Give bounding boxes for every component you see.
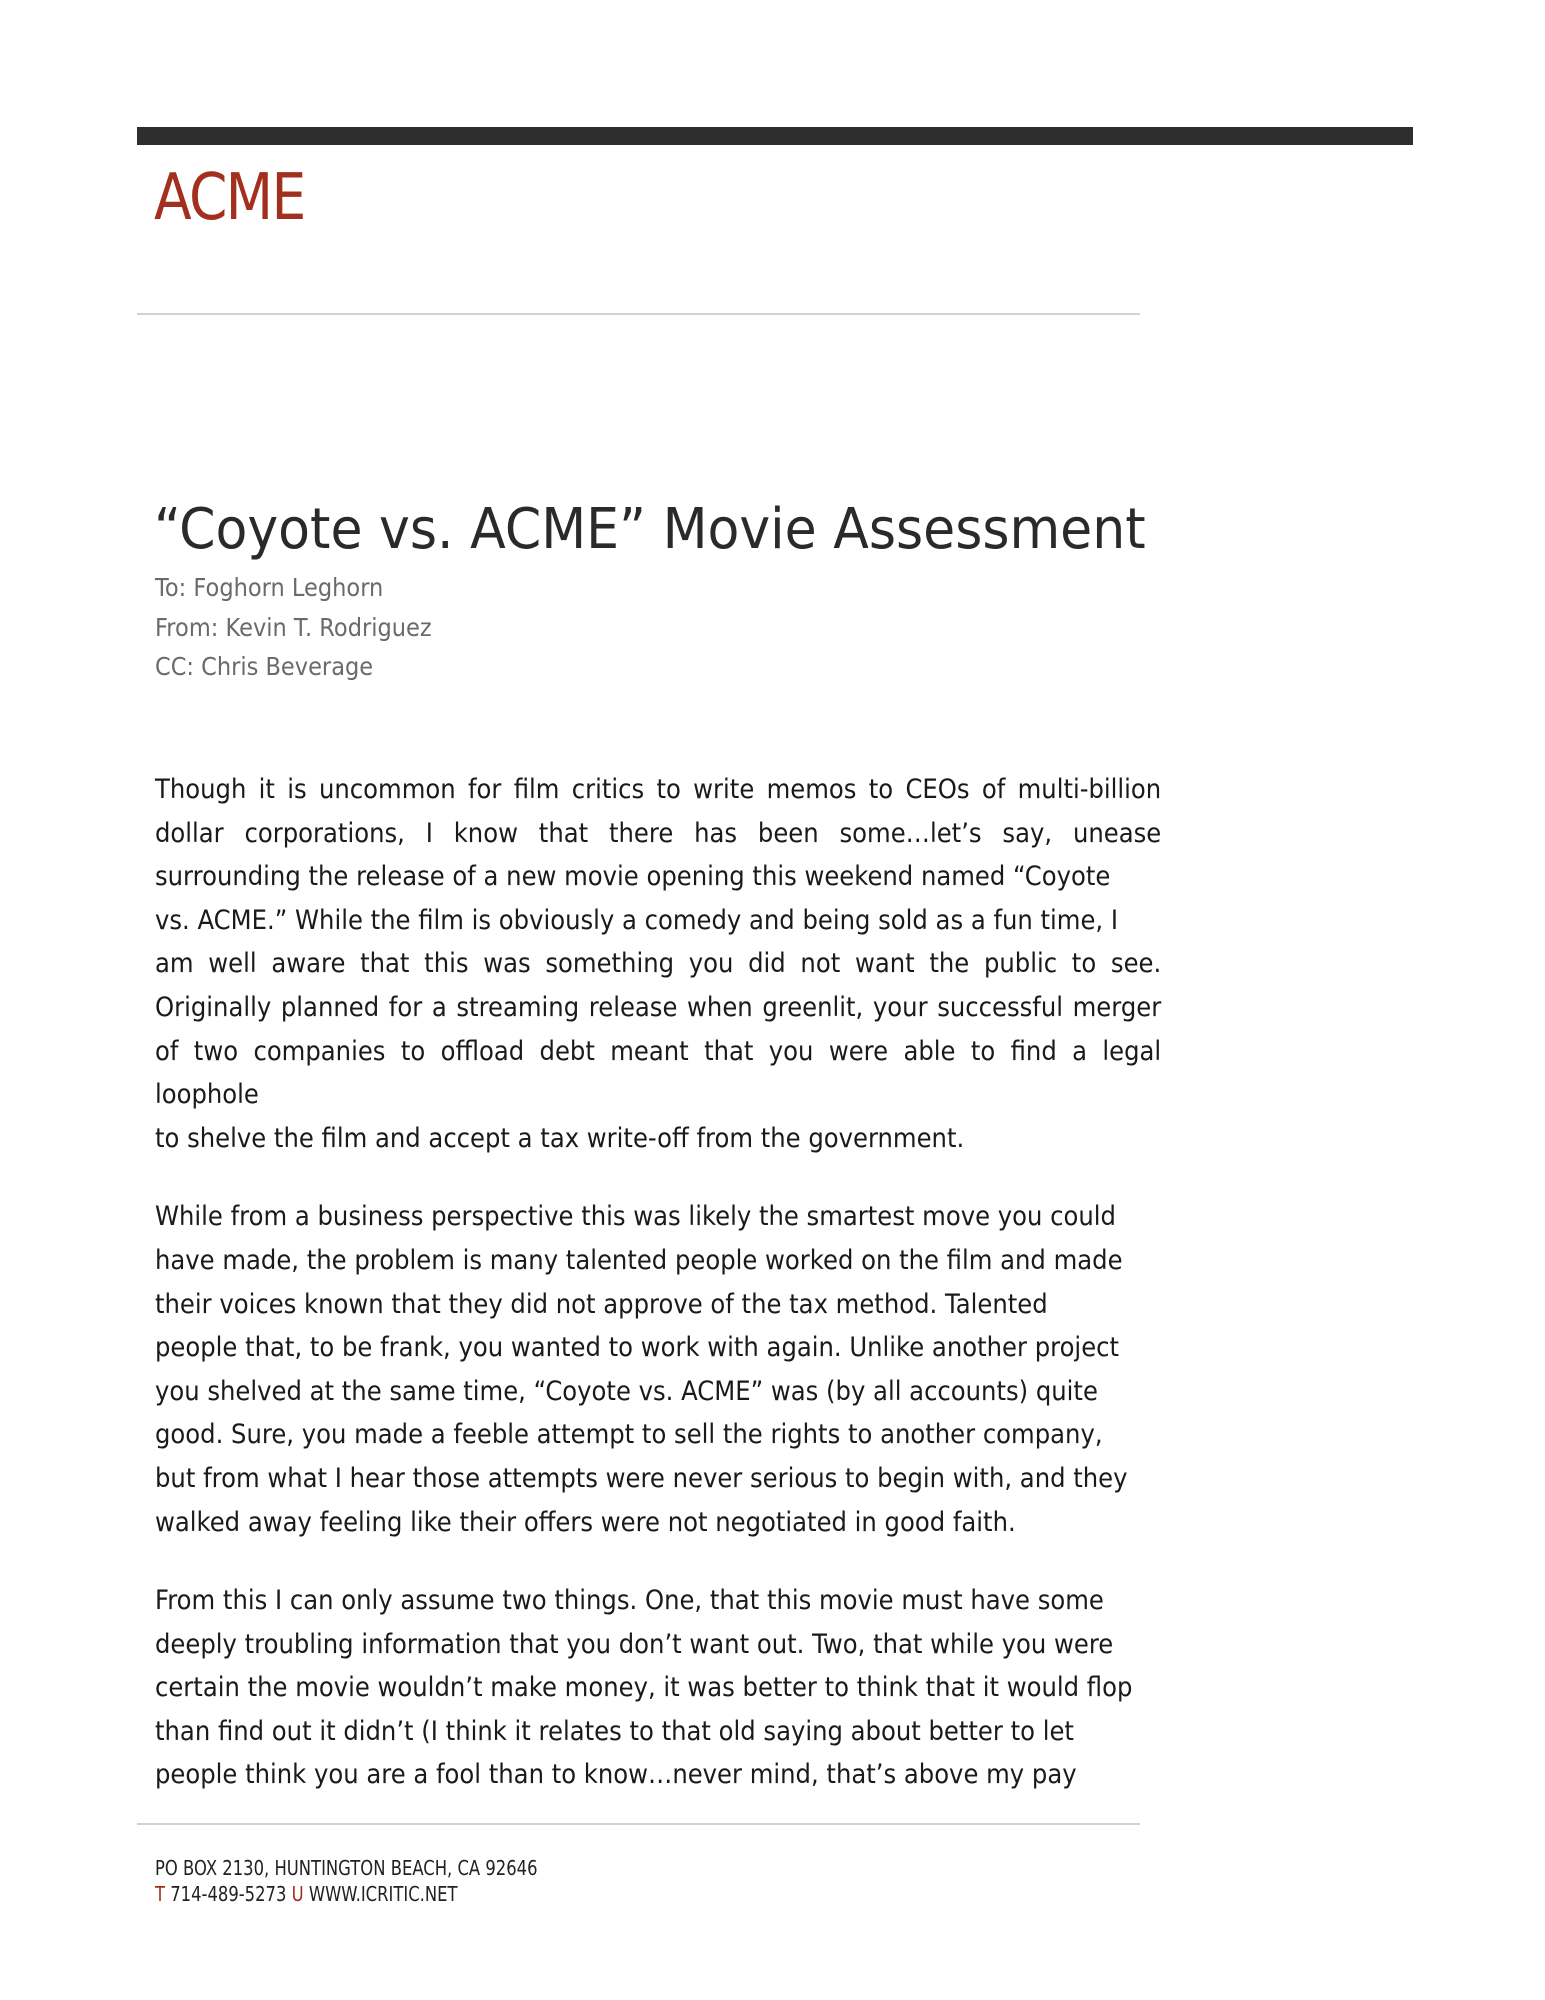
footer-divider — [137, 1823, 1140, 1825]
paragraph-line: am well aware that this was something you did not want the public to see. — [155, 948, 1162, 980]
paragraph-line: surrounding the release of a new movie opening this weekend named “Coyote — [155, 861, 1111, 893]
memo-paragraph-3 — [155, 1579, 1161, 1797]
footer-website: WWW.ICRITIC.NET — [308, 1882, 458, 1906]
paragraph-line: Originally planned for a streaming release when greenlit, your successful merger — [155, 991, 1162, 1023]
paragraph-line: but from what I hear those attempts were never serious to begin with, and they — [155, 1462, 1128, 1494]
header-bar — [137, 127, 1413, 145]
paragraph-line: vs. ACME.” While the film is obviously a comedy and being sold as a fun time, I — [155, 904, 1119, 936]
memo-paragraph-1 — [155, 768, 1161, 1160]
paragraph-line: people that, to be frank, you wanted to work with again. Unlike another project — [155, 1332, 1120, 1364]
paragraph-line: people think you are a fool than to know…never mind, that’s above my pay — [155, 1759, 1077, 1791]
memo-body — [155, 768, 1161, 1832]
memo-meta — [155, 568, 432, 687]
paragraph-line: From this I can only assume two things. One, that this movie must have some — [155, 1585, 1104, 1617]
paragraph-line: dollar corporations, I know that there has been some…let’s say, unease — [155, 817, 1162, 849]
web-marker: U — [291, 1882, 304, 1906]
footer-phone: 714-489-5273 — [170, 1882, 287, 1906]
paragraph-line: you shelved at the same time, “Coyote vs. ACME” was (by all accounts) quite — [155, 1375, 1098, 1407]
paragraph-line: than find out it didn’t (I think it relates to that old saying about better to let — [155, 1715, 1074, 1747]
paragraph-line: While from a business perspective this was likely the smartest move you could — [155, 1201, 1116, 1233]
header-divider — [137, 313, 1140, 315]
footer-contact — [155, 1881, 538, 1907]
memo-title: “Coyote vs. ACME” Movie Assessment — [154, 497, 1146, 562]
paragraph-line: certain the movie wouldn’t make money, it was better to think that it would flop — [155, 1672, 1133, 1704]
memo-to: To: Foghorn Leghorn — [155, 573, 384, 602]
paragraph-line: their voices known that they did not approve of the tax method. Talented — [155, 1288, 1048, 1320]
brand-logo-text: ACME — [154, 161, 305, 235]
paragraph-line: good. Sure, you made a feeble attempt to sell the rights to another company, — [155, 1419, 1103, 1451]
paragraph-line: have made, the problem is many talented people worked on the film and made — [155, 1244, 1123, 1276]
paragraph-line: Though it is uncommon for film critics to write memos to CEOs of multi-billion — [155, 774, 1162, 805]
memo-from: From: Kevin T. Rodriguez — [155, 612, 432, 642]
paragraph-line: walked away feeling like their offers were not negotiated in good faith. — [155, 1506, 1016, 1538]
paragraph-line: deeply troubling information that you don’t want out. Two, that while you were — [155, 1628, 1114, 1660]
paragraph-line: to shelve the film and accept a tax write-off from the government. — [155, 1122, 965, 1154]
phone-marker: T — [155, 1882, 166, 1906]
footer-address: PO BOX 2130, HUNTINGTON BEACH, CA 92646 — [155, 1856, 538, 1880]
footer — [155, 1855, 538, 1907]
memo-cc: CC: Chris Beverage — [155, 652, 374, 681]
memo-paragraph-2 — [155, 1195, 1161, 1544]
paragraph-line: of two companies to offload debt meant that you were able to find a legal loophole — [155, 1035, 1162, 1111]
